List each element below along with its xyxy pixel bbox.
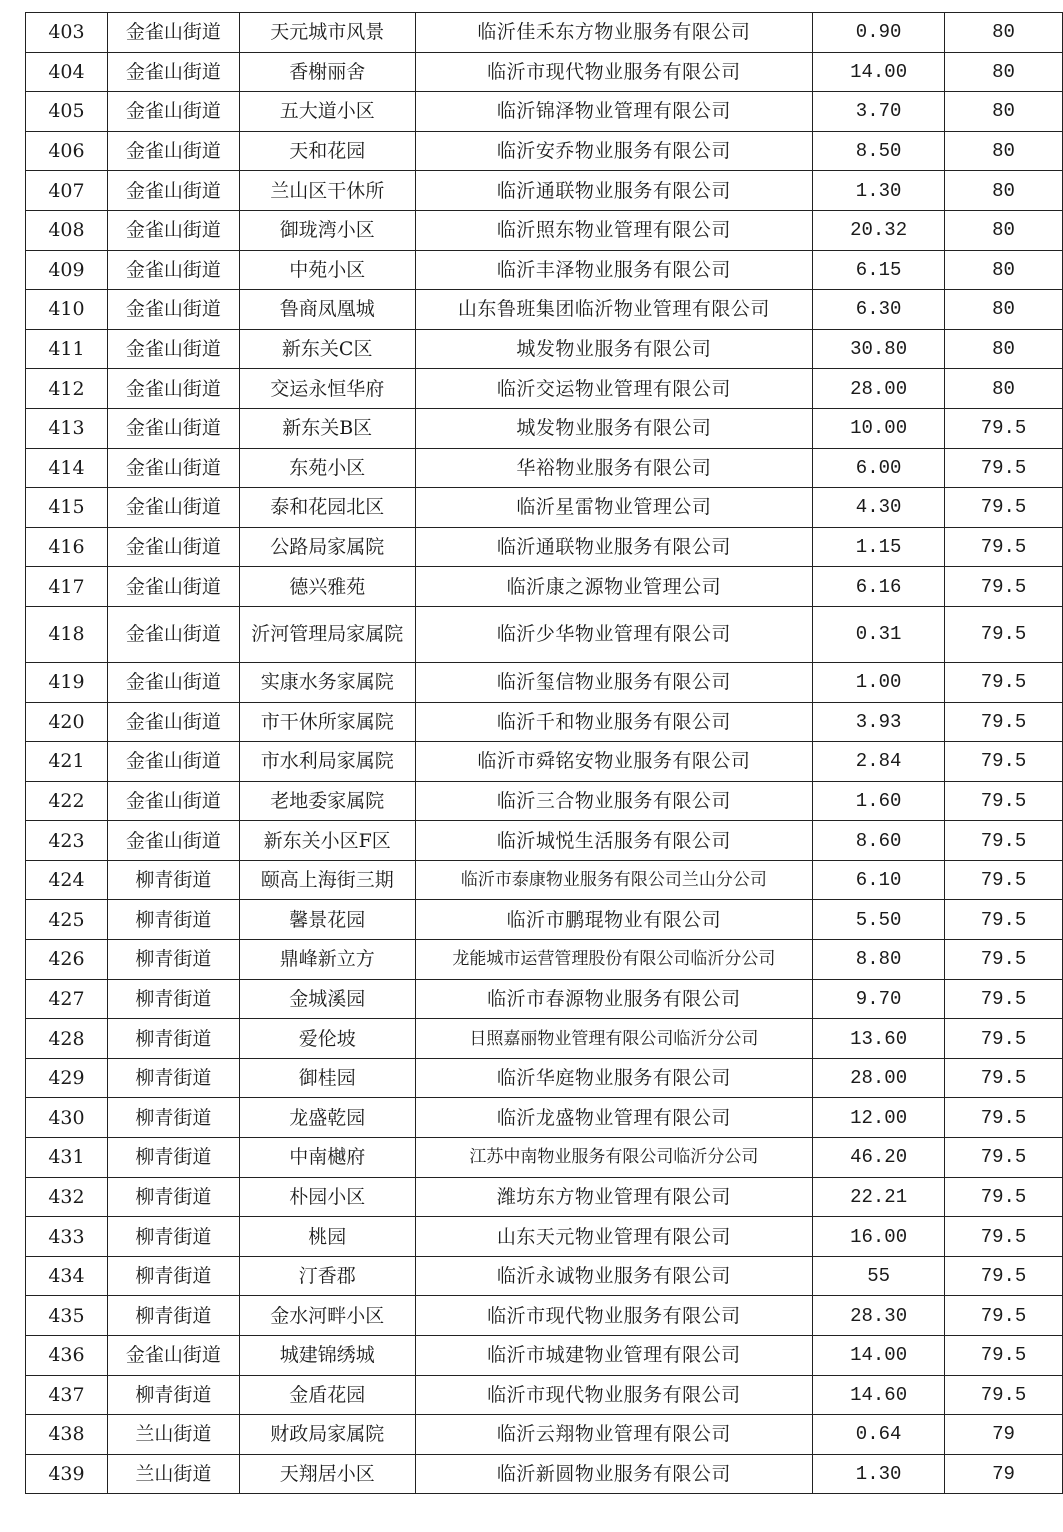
community-name: 香榭丽舍 [239, 52, 415, 92]
community-name: 金城溪园 [239, 979, 415, 1019]
company-name: 临沂通联物业服务有限公司 [415, 171, 813, 211]
company-name: 临沂通联物业服务有限公司 [415, 527, 813, 567]
score-value: 79.5 [945, 781, 1063, 821]
table-row [26, 1375, 1063, 1415]
property-rating-table [25, 12, 1063, 1494]
company-name: 临沂市现代物业服务有限公司 [415, 1375, 813, 1415]
score-value: 79.5 [945, 1177, 1063, 1217]
street-name: 金雀山街道 [107, 567, 239, 607]
table-row [26, 567, 1063, 607]
table-row [26, 979, 1063, 1019]
company-name: 临沂千和物业服务有限公司 [415, 702, 813, 742]
score-value: 79.5 [945, 1098, 1063, 1138]
table-row [26, 369, 1063, 409]
score-value: 79.5 [945, 1019, 1063, 1059]
community-name: 汀香郡 [239, 1256, 415, 1296]
area-value: 30.80 [813, 329, 945, 369]
area-value: 20.32 [813, 210, 945, 250]
community-name: 五大道小区 [239, 92, 415, 132]
score-value: 79.5 [945, 448, 1063, 488]
area-value: 12.00 [813, 1098, 945, 1138]
area-value: 13.60 [813, 1019, 945, 1059]
company-name: 临沂丰泽物业服务有限公司 [415, 250, 813, 290]
score-value: 79.5 [945, 527, 1063, 567]
street-name: 柳青街道 [107, 1098, 239, 1138]
area-value: 5.50 [813, 900, 945, 940]
area-value: 1.00 [813, 662, 945, 702]
community-name: 颐高上海街三期 [239, 860, 415, 900]
area-value: 2.84 [813, 742, 945, 782]
community-name: 金水河畔小区 [239, 1296, 415, 1336]
score-value: 79.5 [945, 1375, 1063, 1415]
company-name: 临沂康之源物业管理公司 [415, 567, 813, 607]
community-name: 桃园 [239, 1217, 415, 1257]
row-number: 435 [26, 1296, 108, 1336]
table-row [26, 1177, 1063, 1217]
community-name: 兰山区干休所 [239, 171, 415, 211]
table-row [26, 13, 1063, 53]
company-name: 临沂锦泽物业管理有限公司 [415, 92, 813, 132]
area-value: 6.30 [813, 290, 945, 330]
company-name: 临沂永诚物业服务有限公司 [415, 1256, 813, 1296]
area-value: 6.10 [813, 860, 945, 900]
street-name: 柳青街道 [107, 1138, 239, 1178]
row-number: 427 [26, 979, 108, 1019]
area-value: 46.20 [813, 1138, 945, 1178]
community-name: 公路局家属院 [239, 527, 415, 567]
table-row [26, 940, 1063, 980]
score-value: 79.5 [945, 488, 1063, 528]
company-name: 临沂市鹏琨物业有限公司 [415, 900, 813, 940]
table-row [26, 900, 1063, 940]
row-number: 416 [26, 527, 108, 567]
community-name: 天翔居小区 [239, 1454, 415, 1494]
company-name: 临沂城悦生活服务有限公司 [415, 821, 813, 861]
table-row [26, 131, 1063, 171]
row-number: 410 [26, 290, 108, 330]
table-row [26, 1256, 1063, 1296]
community-name: 天元城市风景 [239, 13, 415, 53]
company-name: 临沂佳禾东方物业服务有限公司 [415, 13, 813, 53]
community-name: 市干休所家属院 [239, 702, 415, 742]
street-name: 金雀山街道 [107, 52, 239, 92]
community-name: 交运永恒华府 [239, 369, 415, 409]
community-name: 泰和花园北区 [239, 488, 415, 528]
company-name: 临沂市现代物业服务有限公司 [415, 52, 813, 92]
company-name: 华裕物业服务有限公司 [415, 448, 813, 488]
score-value: 80 [945, 171, 1063, 211]
table-row [26, 1415, 1063, 1455]
company-name: 临沂交运物业管理有限公司 [415, 369, 813, 409]
community-name: 老地委家属院 [239, 781, 415, 821]
row-number: 421 [26, 742, 108, 782]
score-value: 79.5 [945, 606, 1063, 662]
community-name: 龙盛乾园 [239, 1098, 415, 1138]
company-name: 临沂市现代物业服务有限公司 [415, 1296, 813, 1336]
table-row [26, 488, 1063, 528]
community-name: 天和花园 [239, 131, 415, 171]
row-number: 413 [26, 408, 108, 448]
table-row [26, 448, 1063, 488]
community-name: 馨景花园 [239, 900, 415, 940]
street-name: 柳青街道 [107, 1217, 239, 1257]
company-name: 临沂安乔物业服务有限公司 [415, 131, 813, 171]
table-row [26, 1019, 1063, 1059]
row-number: 405 [26, 92, 108, 132]
street-name: 柳青街道 [107, 940, 239, 980]
area-value: 1.30 [813, 1454, 945, 1494]
row-number: 409 [26, 250, 108, 290]
row-number: 438 [26, 1415, 108, 1455]
area-value: 3.70 [813, 92, 945, 132]
area-value: 28.00 [813, 369, 945, 409]
street-name: 金雀山街道 [107, 527, 239, 567]
community-name: 爱伦坡 [239, 1019, 415, 1059]
score-value: 79.5 [945, 1138, 1063, 1178]
area-value: 1.15 [813, 527, 945, 567]
score-value: 79.5 [945, 900, 1063, 940]
table-body [26, 13, 1063, 1494]
table-row [26, 1217, 1063, 1257]
row-number: 425 [26, 900, 108, 940]
company-name: 临沂三合物业服务有限公司 [415, 781, 813, 821]
company-name: 临沂新圆物业服务有限公司 [415, 1454, 813, 1494]
street-name: 柳青街道 [107, 1177, 239, 1217]
row-number: 414 [26, 448, 108, 488]
company-name: 临沂照东物业管理有限公司 [415, 210, 813, 250]
row-number: 412 [26, 369, 108, 409]
score-value: 79.5 [945, 702, 1063, 742]
area-value: 8.80 [813, 940, 945, 980]
area-value: 8.60 [813, 821, 945, 861]
score-value: 80 [945, 290, 1063, 330]
row-number: 423 [26, 821, 108, 861]
area-value: 1.30 [813, 171, 945, 211]
community-name: 财政局家属院 [239, 1415, 415, 1455]
street-name: 金雀山街道 [107, 131, 239, 171]
street-name: 金雀山街道 [107, 329, 239, 369]
community-name: 市水利局家属院 [239, 742, 415, 782]
street-name: 金雀山街道 [107, 781, 239, 821]
company-name: 江苏中南物业服务有限公司临沂分公司 [415, 1138, 813, 1178]
row-number: 434 [26, 1256, 108, 1296]
street-name: 兰山街道 [107, 1454, 239, 1494]
score-value: 80 [945, 210, 1063, 250]
table-row [26, 210, 1063, 250]
community-name: 朴园小区 [239, 1177, 415, 1217]
score-value: 79.5 [945, 1336, 1063, 1376]
community-name: 城建锦绣城 [239, 1336, 415, 1376]
area-value: 14.00 [813, 52, 945, 92]
row-number: 424 [26, 860, 108, 900]
row-number: 406 [26, 131, 108, 171]
table-row [26, 742, 1063, 782]
street-name: 金雀山街道 [107, 171, 239, 211]
table-row [26, 1098, 1063, 1138]
table-row [26, 408, 1063, 448]
table-row [26, 702, 1063, 742]
company-name: 山东天元物业管理有限公司 [415, 1217, 813, 1257]
street-name: 金雀山街道 [107, 1336, 239, 1376]
community-name: 御珑湾小区 [239, 210, 415, 250]
community-name: 金盾花园 [239, 1375, 415, 1415]
score-value: 79.5 [945, 662, 1063, 702]
row-number: 433 [26, 1217, 108, 1257]
community-name: 沂河管理局家属院 [239, 606, 415, 662]
street-name: 金雀山街道 [107, 702, 239, 742]
area-value: 6.16 [813, 567, 945, 607]
company-name: 临沂市泰康物业服务有限公司兰山分公司 [415, 860, 813, 900]
street-name: 金雀山街道 [107, 92, 239, 132]
area-value: 1.60 [813, 781, 945, 821]
row-number: 418 [26, 606, 108, 662]
table-row [26, 92, 1063, 132]
street-name: 金雀山街道 [107, 821, 239, 861]
community-name: 中南樾府 [239, 1138, 415, 1178]
community-name: 鲁商凤凰城 [239, 290, 415, 330]
street-name: 柳青街道 [107, 1019, 239, 1059]
score-value: 80 [945, 329, 1063, 369]
area-value: 4.30 [813, 488, 945, 528]
row-number: 429 [26, 1058, 108, 1098]
area-value: 3.93 [813, 702, 945, 742]
area-value: 22.21 [813, 1177, 945, 1217]
table-row [26, 1296, 1063, 1336]
row-number: 404 [26, 52, 108, 92]
row-number: 411 [26, 329, 108, 369]
company-name: 临沂星雷物业管理公司 [415, 488, 813, 528]
street-name: 柳青街道 [107, 860, 239, 900]
area-value: 6.15 [813, 250, 945, 290]
area-value: 16.00 [813, 1217, 945, 1257]
area-value: 0.64 [813, 1415, 945, 1455]
area-value: 0.31 [813, 606, 945, 662]
row-number: 430 [26, 1098, 108, 1138]
street-name: 柳青街道 [107, 1375, 239, 1415]
company-name: 临沂云翔物业管理有限公司 [415, 1415, 813, 1455]
row-number: 419 [26, 662, 108, 702]
score-value: 79.5 [945, 1058, 1063, 1098]
area-value: 10.00 [813, 408, 945, 448]
company-name: 城发物业服务有限公司 [415, 329, 813, 369]
company-name: 临沂市春源物业服务有限公司 [415, 979, 813, 1019]
street-name: 柳青街道 [107, 1058, 239, 1098]
company-name: 山东鲁班集团临沂物业管理有限公司 [415, 290, 813, 330]
score-value: 80 [945, 131, 1063, 171]
row-number: 436 [26, 1336, 108, 1376]
street-name: 金雀山街道 [107, 369, 239, 409]
area-value: 14.00 [813, 1336, 945, 1376]
score-value: 79 [945, 1415, 1063, 1455]
community-name: 实康水务家属院 [239, 662, 415, 702]
company-name: 城发物业服务有限公司 [415, 408, 813, 448]
street-name: 金雀山街道 [107, 408, 239, 448]
table-row [26, 1336, 1063, 1376]
score-value: 79.5 [945, 1217, 1063, 1257]
area-value: 14.60 [813, 1375, 945, 1415]
score-value: 80 [945, 92, 1063, 132]
score-value: 79.5 [945, 408, 1063, 448]
community-name: 新东关小区F区 [239, 821, 415, 861]
community-name: 鼎峰新立方 [239, 940, 415, 980]
score-value: 79.5 [945, 940, 1063, 980]
street-name: 金雀山街道 [107, 662, 239, 702]
company-name: 临沂少华物业管理有限公司 [415, 606, 813, 662]
company-name: 临沂市舜铭安物业服务有限公司 [415, 742, 813, 782]
area-value: 28.30 [813, 1296, 945, 1336]
street-name: 柳青街道 [107, 979, 239, 1019]
community-name: 德兴雅苑 [239, 567, 415, 607]
street-name: 金雀山街道 [107, 488, 239, 528]
company-name: 临沂华庭物业服务有限公司 [415, 1058, 813, 1098]
row-number: 426 [26, 940, 108, 980]
score-value: 79.5 [945, 1256, 1063, 1296]
street-name: 金雀山街道 [107, 210, 239, 250]
score-value: 79.5 [945, 567, 1063, 607]
table-row [26, 527, 1063, 567]
company-name: 龙能城市运营管理股份有限公司临沂分公司 [415, 940, 813, 980]
community-name: 东苑小区 [239, 448, 415, 488]
street-name: 金雀山街道 [107, 742, 239, 782]
area-value: 6.00 [813, 448, 945, 488]
street-name: 柳青街道 [107, 1296, 239, 1336]
street-name: 金雀山街道 [107, 290, 239, 330]
row-number: 415 [26, 488, 108, 528]
community-name: 新东关B区 [239, 408, 415, 448]
table-row [26, 662, 1063, 702]
street-name: 兰山街道 [107, 1415, 239, 1455]
street-name: 柳青街道 [107, 1256, 239, 1296]
table-row [26, 860, 1063, 900]
table-row [26, 329, 1063, 369]
score-value: 80 [945, 13, 1063, 53]
table-row [26, 250, 1063, 290]
area-value: 8.50 [813, 131, 945, 171]
street-name: 柳青街道 [107, 900, 239, 940]
row-number: 417 [26, 567, 108, 607]
row-number: 428 [26, 1019, 108, 1059]
area-value: 9.70 [813, 979, 945, 1019]
row-number: 407 [26, 171, 108, 211]
row-number: 420 [26, 702, 108, 742]
street-name: 金雀山街道 [107, 606, 239, 662]
table-row [26, 781, 1063, 821]
score-value: 80 [945, 250, 1063, 290]
area-value: 28.00 [813, 1058, 945, 1098]
table-row [26, 52, 1063, 92]
table-row [26, 606, 1063, 662]
row-number: 432 [26, 1177, 108, 1217]
score-value: 80 [945, 369, 1063, 409]
street-name: 金雀山街道 [107, 448, 239, 488]
score-value: 80 [945, 52, 1063, 92]
community-name: 新东关C区 [239, 329, 415, 369]
table-row [26, 290, 1063, 330]
area-value: 55 [813, 1256, 945, 1296]
row-number: 431 [26, 1138, 108, 1178]
company-name: 临沂玺信物业服务有限公司 [415, 662, 813, 702]
street-name: 金雀山街道 [107, 13, 239, 53]
score-value: 79.5 [945, 979, 1063, 1019]
table-row [26, 1138, 1063, 1178]
row-number: 408 [26, 210, 108, 250]
table-row [26, 1058, 1063, 1098]
community-name: 中苑小区 [239, 250, 415, 290]
row-number: 403 [26, 13, 108, 53]
score-value: 79.5 [945, 821, 1063, 861]
company-name: 临沂市城建物业管理有限公司 [415, 1336, 813, 1376]
table-row [26, 821, 1063, 861]
community-name: 御桂园 [239, 1058, 415, 1098]
row-number: 439 [26, 1454, 108, 1494]
street-name: 金雀山街道 [107, 250, 239, 290]
score-value: 79.5 [945, 860, 1063, 900]
row-number: 437 [26, 1375, 108, 1415]
area-value: 0.90 [813, 13, 945, 53]
score-value: 79.5 [945, 1296, 1063, 1336]
table-row [26, 1454, 1063, 1494]
company-name: 日照嘉丽物业管理有限公司临沂分公司 [415, 1019, 813, 1059]
row-number: 422 [26, 781, 108, 821]
score-value: 79.5 [945, 742, 1063, 782]
company-name: 临沂龙盛物业管理有限公司 [415, 1098, 813, 1138]
score-value: 79 [945, 1454, 1063, 1494]
company-name: 潍坊东方物业管理有限公司 [415, 1177, 813, 1217]
table-row [26, 171, 1063, 211]
